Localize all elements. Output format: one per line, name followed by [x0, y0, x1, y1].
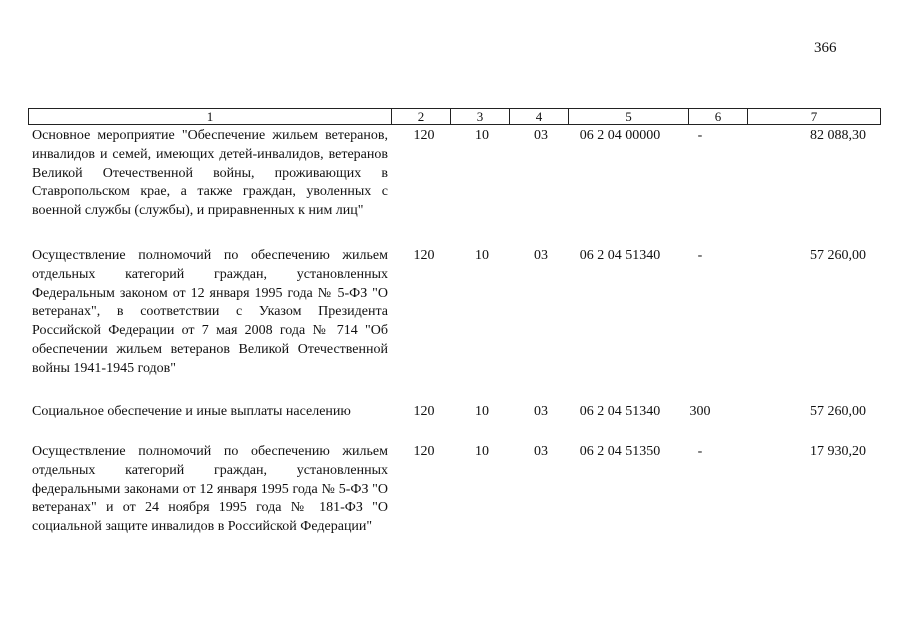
- row-pr: 03: [534, 128, 548, 143]
- row-description: Основное мероприятие "Обеспечение жильем ветеранов, инвалидов и семей, имеющих детей-инвалидов, ветеранов Великой Отечественной войны, проживающих в Ставропольском крае, а также граждан, уволенных с военной службы (службы), и приравненных к ним лиц": [32, 128, 388, 219]
- row-rz: 10: [475, 444, 489, 459]
- row-csr: 06 2 04 00000: [579, 128, 661, 143]
- row-ved: 120: [413, 128, 435, 143]
- row-vr: -: [697, 444, 703, 459]
- row-sum: 57 260,00: [810, 404, 866, 419]
- row-ved: 120: [413, 404, 435, 419]
- row-vr: -: [697, 128, 703, 143]
- row-description: Осуществление полномочий по обеспечению жильем отдельных категорий граждан, установленных Федеральным законом от 12 января 1995 года № 5-ФЗ "О ветеранах", в соответствии с Указом Президента Российской Федерации от 7 мая 2008 года № 714 "Об обеспечении жильем ветеранов Великой Отечественной войны 1941-1945 годов": [32, 248, 388, 376]
- table-header: [28, 108, 881, 125]
- header-col-4: 4: [509, 109, 568, 124]
- header-col-5: 5: [568, 109, 688, 124]
- row-csr: 06 2 04 51350: [579, 444, 661, 459]
- row-csr: 06 2 04 51340: [579, 404, 661, 419]
- header-col-2: 2: [391, 109, 450, 124]
- row-description: Осуществление полномочий по обеспечению жильем отдельных категорий граждан, установленных федеральными законами от 12 января 1995 года № 5-ФЗ "О ветеранах" и от 24 ноября 1995 года № 181-ФЗ "О социальной защите инвалидов в Российской Федерации": [32, 444, 388, 535]
- row-sum: 17 930,20: [810, 444, 866, 459]
- row-ved: 120: [413, 248, 435, 263]
- row-sum: 82 088,30: [810, 128, 866, 143]
- row-pr: 03: [534, 444, 548, 459]
- row-description: Социальное обеспечение и иные выплаты населению: [32, 404, 351, 419]
- header-col-1: 1: [206, 109, 214, 124]
- row-pr: 03: [534, 248, 548, 263]
- row-vr: 300: [689, 404, 711, 419]
- header-col-3: 3: [450, 109, 509, 124]
- row-rz: 10: [475, 404, 489, 419]
- page-number: 366: [814, 40, 837, 56]
- row-csr: 06 2 04 51340: [579, 248, 661, 263]
- row-rz: 10: [475, 248, 489, 263]
- row-rz: 10: [475, 128, 489, 143]
- header-col-6: 6: [688, 109, 747, 124]
- row-pr: 03: [534, 404, 548, 419]
- row-ved: 120: [413, 444, 435, 459]
- row-vr: -: [697, 248, 703, 263]
- header-col-7: 7: [747, 109, 880, 124]
- row-sum: 57 260,00: [810, 248, 866, 263]
